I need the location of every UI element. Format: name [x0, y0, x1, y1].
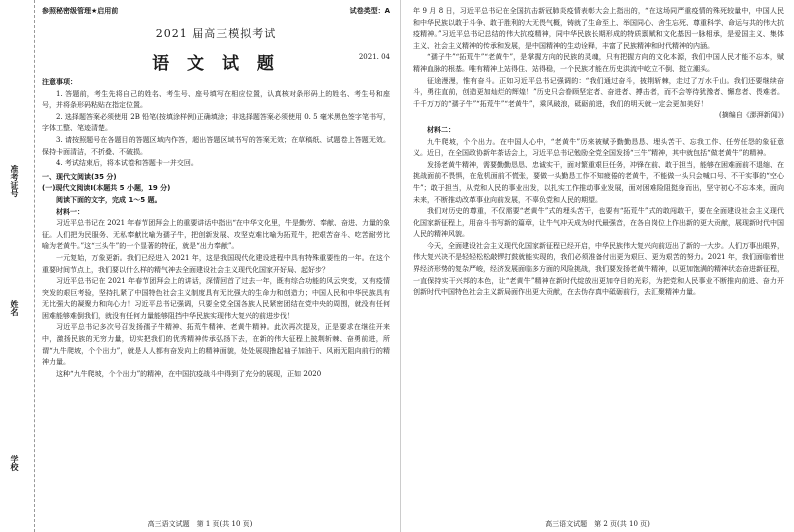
paragraph: “孺子牛”“拓荒牛”“老黄牛”，是掌握方向的民族的灵魂，只有把握方向的文化本源，我们中国人民才能不忘本，赋精神血脉的根基。唯有精神上站得住、站得稳，一个民族才能在历史洪流中屹立不倒、挺立潮头。 [413, 53, 784, 73]
instruction: 阅读下面的文字，完成 1～5 题。 [56, 195, 162, 204]
page-footer: 高三语文试题 第 1 页(共 10 页) [147, 520, 253, 528]
subsection-heading: (一)现代文阅读Ⅰ(本题共 5 小题，19 分) [42, 184, 171, 193]
paragraph: 发扬老黄牛精神，需要勤勤恳恳、忠诚实干，面对繁重艰巨任务，冲锋在前、敢于担当，能够在困难面前不退缩、在挑战面前不畏惧，在危机面前不慌张，要做一头勤恳工作不知疲倦的老黄牛，不能做一头只会喊口号、不干实事的“空心牛”；敢于担当，从党和人民的事业出发，以扎实工作推动事业发展，面对困难险阻挺身而出，坚守初心不忘本来，面向未来，不断推动改革事业向前发展，不辜负党和人民的期望。 [413, 160, 784, 204]
exam-title: 2021 届高三模拟考试 [155, 27, 277, 40]
notes-title: 注意事项： [42, 78, 77, 86]
note-item: 2. 选择题答案必须使用 2B 铅笔(按填涂样例)正确填涂；非选择题答案必须使用 0. 5 毫米黑色签字笔书写，字体工整、笔迹清楚。 [42, 112, 390, 133]
material-label: 材料二： [427, 125, 455, 134]
school-label: 学校 [10, 455, 19, 471]
source-citation: (摘编自《澎湃新闻》) [719, 111, 784, 120]
paragraph: 年 9 月 8 日，习近平总书记在全国抗击新冠肺炎疫情表彰大会上指出的，“在这场同严重疫情的殊死较量中，中国人民和中华民族以敢于斗争、敢于胜利的大无畏气概，铸就了生命至上、举国同心、舍生忘死、尊重科学、命运与共的伟大抗疫精神。”习近平总书记总结的伟大抗疫精神，同中华民族长期形成的特质禀赋和文化基因一脉相承，是爱国主义、集体主义、社会主义精神的传承和发展，是中国精神的生动诠释，丰富了民族精神和时代精神的内涵。 [413, 7, 784, 50]
note-item: 4. 考试结束后，将本试卷和答题卡一并交回。 [56, 159, 198, 168]
paragraph: 一元复始，万象更新。我们已经进入 2021 年，这是我国现代化建设进程中具有特殊重要性的一年。在这个重要时间节点上，我们要以什么样的精气神去全面建设社会主义现代化国家开好局、起好步？ [42, 253, 390, 274]
name-label: 姓名 [10, 300, 19, 316]
paragraph: 习近平总书记在 2021 年春节团拜会上的重要讲话中指出“在中华文化里，牛是勤劳、奉献、奋进、力量的象征。人们把为民服务、无私奉献比喻为孺子牛，把创新发展、攻坚克难比喻为拓荒牛，把艰苦奋斗、吃苦耐劳比喻为老黄牛。”这“三头牛”的一个显著的特征，就是“出力奉献”。 [42, 219, 390, 251]
subject-title: 语 文 试 题 [152, 54, 280, 74]
page-1-content [42, 6, 390, 380]
paper-type-label: 试卷类型：A [349, 7, 390, 15]
exam-number-label: 准考证号 [10, 165, 19, 197]
paragraph: 习近平总书记多次号召发扬孺子牛精神、拓荒牛精神、老黄牛精神。此次再次提及，正是要求在继往开来中，激扬民族的无穷力量，切实把我们的优秀精神传承弘扬下去，在新的伟大征程上披荆斩棘、奋勇前进，所谓“九牛爬坡，个个出力”，就是人人都有奋发向上的精神面貌，处处展现撸起袖子加油干、风雨无阻向前行的精神力量。 [42, 323, 390, 367]
paragraph: 今天，全面建设社会主义现代化国家新征程已经开启，中华民族伟大复兴向前迈出了新的一大步。人们万事出眼界，伟大复兴决不是轻轻松松敲锣打鼓就能实现的，我们必须准备付出更为艰巨、更为艰苦的努力。2021 年，我们面临着世界经济形势的复杂严峻，经济发展面临多方面的风险挑战，我们要发扬老黄牛精神，以更加饱满的精神状态奋进新征程，一直保持实干兴邦的本色，让“老黄牛”精神在新时代绽放出更加夺目的光彩，为把党和人民事业不断推向前进、奋力开创新时代中国特色社会主义新局面作出更大贡献，在去伪存真中砥砺前行，去汇聚精神力量。 [413, 241, 784, 297]
page-title [42, 49, 390, 74]
paragraph: 九牛爬坡，个个出力。在中国人心中，“老黄牛”历来被赋予勤勤恳恳、埋头苦干、忘我工作、任劳任怨的象征意义。近日，在全国政协新年茶话会上，习近平总书记勉励全党全国发扬“三牛”精神，其中就包括“做老黄牛”的精神。 [413, 137, 784, 158]
page-2 [401, 0, 794, 532]
section-heading: 一、现代文阅读(35 分) [42, 172, 117, 181]
note-item: 3. 请按照题号在各题目的答题区域内作答，超出答题区域书写的答案无效；在草稿纸、试题卷上答题无效。保持卡面清洁，不折叠、不破损。 [42, 135, 390, 156]
page-footer: 高三语文试题 第 2 页(共 10 页) [545, 520, 650, 528]
binding-margin [0, 0, 35, 532]
exam-date: 2021. 04 [358, 53, 390, 61]
page-2-content [413, 6, 784, 299]
page-header [42, 6, 390, 16]
paragraph: 我们对历史的尊重，不仅需要“老黄牛”式的埋头苦干，也要有“拓荒牛”式的敢闯敢干，要在全面建设社会主义现代化国家新征程上，用奋斗书写新的篇章，让牛气冲天成为时代最强音，在各自岗位上作出新的更大贡献，展现新时代中国人民的精神风貌。 [413, 207, 784, 239]
material-label: 材料一： [56, 207, 84, 216]
paragraph: 这种“九牛爬坡，个个出力”的精神，在中国抗疫战斗中得到了充分的展现，正如 2020 [56, 369, 322, 378]
paragraph: 征途漫漫，惟有奋斗。正如习近平总书记强调的：“我们通过奋斗，披荆斩棘，走过了万水千山。我们还要继续奋斗，勇往直前，创造更加灿烂的辉煌！”历史只会眷顾坚定者、奋进者、搏击者，而不会等待犹豫者、懈怠者、畏难者。千千万万的“孺子牛”“拓荒牛”“老黄牛”，乘风破浪，砥砺前进，我们的明天就一定会更加美好！ [413, 76, 784, 108]
confidential-label: 参照秘密级管理★启用前 [42, 7, 119, 15]
paragraph: 习近平总书记在 2021 年春节团拜会上的讲话，深情回首了过去一年，既有综合功能的风云突变，又有疫情突发的艰巨考验，坚持扎紧了中国特色社会主义制度具有无比强大的生命力和创造力；中国人民和中华民族具有无比强大的凝聚力和向心力！习近平总书记强调，只要全党全国各族人民紧密团结在党中央的周围，就没有任何困难能够难倒我们，就没有任何力量能够阻挡中华民族实现伟大复兴的前进步伐！ [42, 277, 390, 320]
note-item: 1. 答题前，考生先将自己的姓名、考生号、座号填写在相应位置，认真核对条形码上的姓名、考生号和座号，并将条形码粘贴在指定位置。 [42, 89, 390, 110]
